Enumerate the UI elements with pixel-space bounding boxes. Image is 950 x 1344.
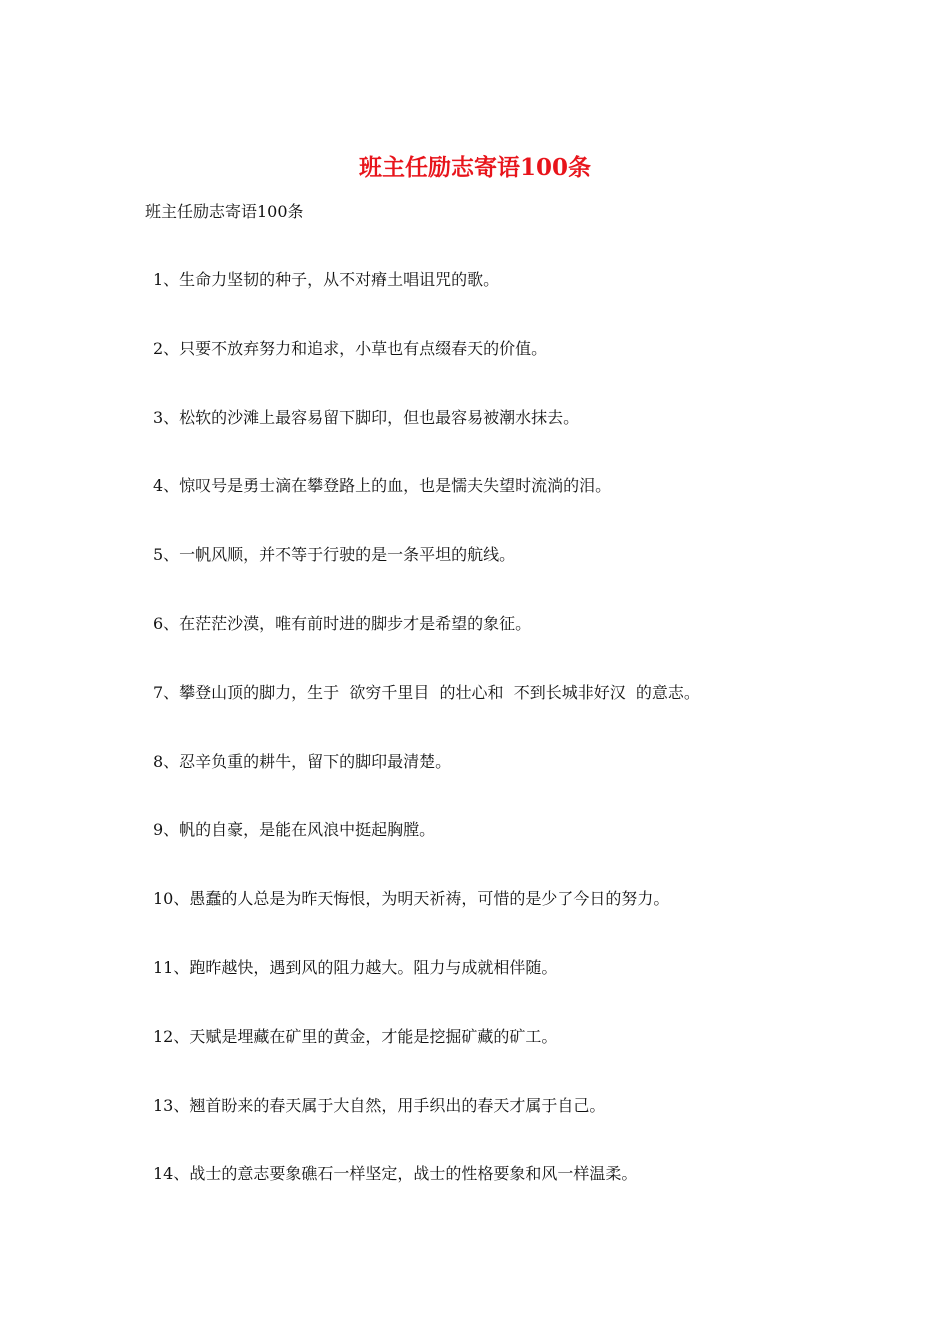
- quote-item: 7、攀登山顶的脚力，生于 欲穷千里目 的壮心和 不到长城非好汉 的意志。: [153, 682, 700, 702]
- quote-item: 13、翘首盼来的春天属于大自然，用手织出的春天才属于自己。: [153, 1095, 606, 1115]
- quote-item: 5、一帆风顺，并不等于行驶的是一条平坦的航线。: [153, 545, 516, 565]
- quote-item: 6、在茫茫沙漠，唯有前时进的脚步才是希望的象征。: [153, 613, 532, 633]
- quote-item: 8、忍辛负重的耕牛，留下的脚印最清楚。: [153, 751, 452, 771]
- document-title: 班主任励志寄语100条: [358, 154, 591, 181]
- quote-item: 1、生命力坚韧的种子，从不对瘠土唱诅咒的歌。: [153, 270, 500, 289]
- quote-item: 12、天赋是埋藏在矿里的黄金，才能是挖掘矿藏的矿工。: [153, 1026, 558, 1046]
- quote-list: [153, 266, 700, 1229]
- quote-item: 3、松软的沙滩上最容易留下脚印，但也最容易被潮水抹去。: [153, 407, 580, 427]
- quote-item: 11、跑昨越快，遇到风的阻力越大。阻力与成就相伴随。: [153, 957, 558, 977]
- quote-item: 14、战士的意志要象礁石一样坚定，战士的性格要象和风一样温柔。: [153, 1164, 638, 1184]
- document-subtitle: 班主任励志寄语100条: [145, 202, 304, 221]
- quote-item: 2、只要不放弃努力和追求，小草也有点缀春天的价值。: [153, 338, 548, 358]
- quote-item: 4、惊叹号是勇士滴在攀登路上的血，也是懦夫失望时流淌的泪。: [153, 476, 612, 496]
- quote-item: 9、帆的自豪，是能在风浪中挺起胸膛。: [153, 820, 436, 840]
- quote-item: 10、愚蠢的人总是为昨天悔恨，为明天祈祷，可惜的是少了今日的努力。: [153, 889, 670, 909]
